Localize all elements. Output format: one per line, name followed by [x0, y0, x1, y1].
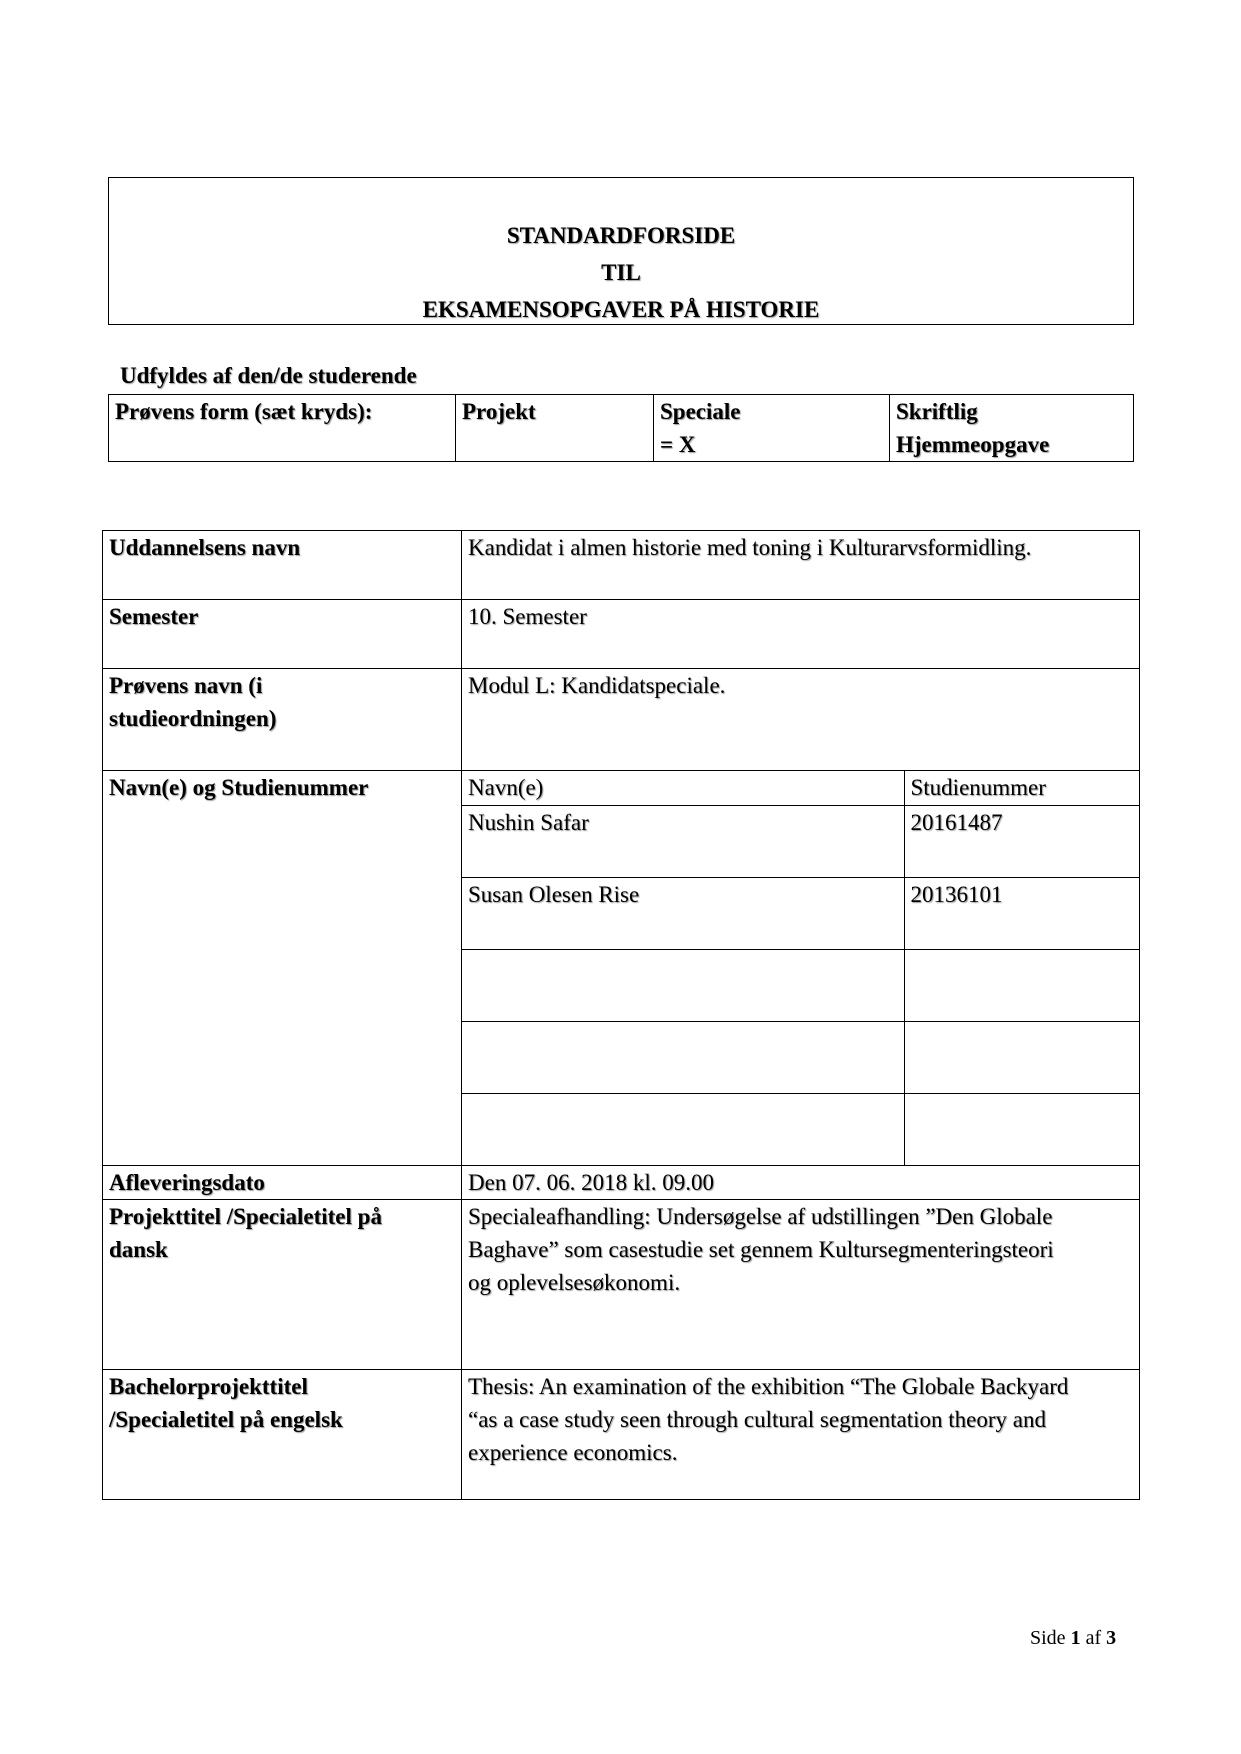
- title-dk-value: [462, 1200, 1140, 1370]
- exam-form-table: [108, 394, 1134, 462]
- student-row-empty: [462, 1021, 1139, 1093]
- names-header: Navn(e): [462, 771, 904, 805]
- page-side-word: Side: [1030, 1627, 1066, 1649]
- student-number-empty: [904, 1021, 1139, 1093]
- student-number-empty: [904, 1093, 1139, 1165]
- student-row-empty: [462, 949, 1139, 1021]
- page-current: 1: [1070, 1627, 1081, 1649]
- title-dk-label-line2: dansk: [109, 1237, 168, 1262]
- title-dk-line1: Specialeafhandling: Undersøgelse af udstillingen ”Den Globale: [468, 1204, 1053, 1229]
- option-skriftlig-line1: Skriftlig: [896, 399, 978, 424]
- exam-name-label-line2: studieordningen): [109, 706, 277, 731]
- semester-label: Semester: [103, 600, 462, 669]
- row-semester: [103, 600, 1140, 669]
- row-exam-name: [103, 669, 1140, 771]
- date-value: Den 07. 06. 2018 kl. 09.00: [462, 1166, 1140, 1200]
- student-name: Nushin Safar: [462, 805, 904, 877]
- row-students: [103, 771, 1140, 1166]
- page-total: 3: [1106, 1627, 1117, 1649]
- education-label: Uddannelsens navn: [103, 531, 462, 600]
- exam-form-label: Prøvens form (sæt kryds):: [109, 395, 456, 462]
- option-speciale-label: Speciale: [660, 399, 741, 424]
- title-en-label-line1: Bachelorprojekttitel: [109, 1374, 308, 1399]
- details-table: [102, 530, 1140, 1500]
- education-value: Kandidat i almen historie med toning i Kulturarvsformidling.: [462, 531, 1140, 600]
- student-row: [462, 805, 1139, 877]
- option-skriftlig-line2: Hjemmeopgave: [896, 432, 1050, 457]
- row-date: [103, 1166, 1140, 1200]
- numbers-header: Studienummer: [904, 771, 1139, 805]
- title-line-1: STANDARDFORSIDE: [506, 223, 736, 248]
- title-dk-label: [103, 1200, 462, 1370]
- title-box: [108, 177, 1134, 325]
- page-of-word: af: [1085, 1627, 1102, 1649]
- title-dk-line2: Baghave” som casestudie set gennem Kultursegmenteringsteori: [468, 1237, 1054, 1262]
- title-line-3: EKSAMENSOPGAVER PÅ HISTORIE: [422, 297, 820, 322]
- student-number: 20161487: [904, 805, 1139, 877]
- students-table: [462, 771, 1139, 1165]
- option-skriftlig: [890, 395, 1134, 462]
- row-education: [103, 531, 1140, 600]
- title-en-label-line2: /Specialetitel på engelsk: [109, 1407, 343, 1432]
- student-row-empty: [462, 1093, 1139, 1165]
- fill-note: Udfyldes af den/de studerende: [120, 363, 417, 388]
- title-en-label: [103, 1370, 462, 1500]
- title-dk-label-line1: Projekttitel /Specialetitel på: [109, 1204, 382, 1229]
- student-name-empty: [462, 1093, 904, 1165]
- semester-value: 10. Semester: [462, 600, 1140, 669]
- option-speciale: [654, 395, 890, 462]
- exam-name-label-line1: Prøvens navn (i: [109, 673, 263, 698]
- student-name: Susan Olesen Rise: [462, 877, 904, 949]
- student-name-empty: [462, 949, 904, 1021]
- option-speciale-mark: = X: [660, 432, 696, 457]
- students-header-row: [462, 771, 1139, 805]
- student-number: 20136101: [904, 877, 1139, 949]
- student-name-empty: [462, 1021, 904, 1093]
- student-row: [462, 877, 1139, 949]
- title-en-line1: Thesis: An examination of the exhibition “The Globale Backyard: [468, 1374, 1069, 1399]
- row-title-dk: [103, 1200, 1140, 1370]
- title-line-2: TIL: [601, 260, 641, 285]
- exam-name-label: [103, 669, 462, 771]
- exam-name-value: Modul L: Kandidatspeciale.: [462, 669, 1140, 771]
- students-cell: [462, 771, 1140, 1166]
- option-projekt: Projekt: [456, 395, 654, 462]
- date-label: Afleveringsdato: [103, 1166, 462, 1200]
- students-label: Navn(e) og Studienummer: [103, 771, 462, 1166]
- title-en-value: [462, 1370, 1140, 1500]
- title-en-line2: “as a case study seen through cultural segmentation theory and: [468, 1407, 1047, 1432]
- title-en-line3: experience economics.: [468, 1440, 678, 1465]
- row-title-en: [103, 1370, 1140, 1500]
- page-number: [1030, 1627, 1116, 1650]
- student-number-empty: [904, 949, 1139, 1021]
- title-dk-line3: og oplevelsesøkonomi.: [468, 1270, 681, 1295]
